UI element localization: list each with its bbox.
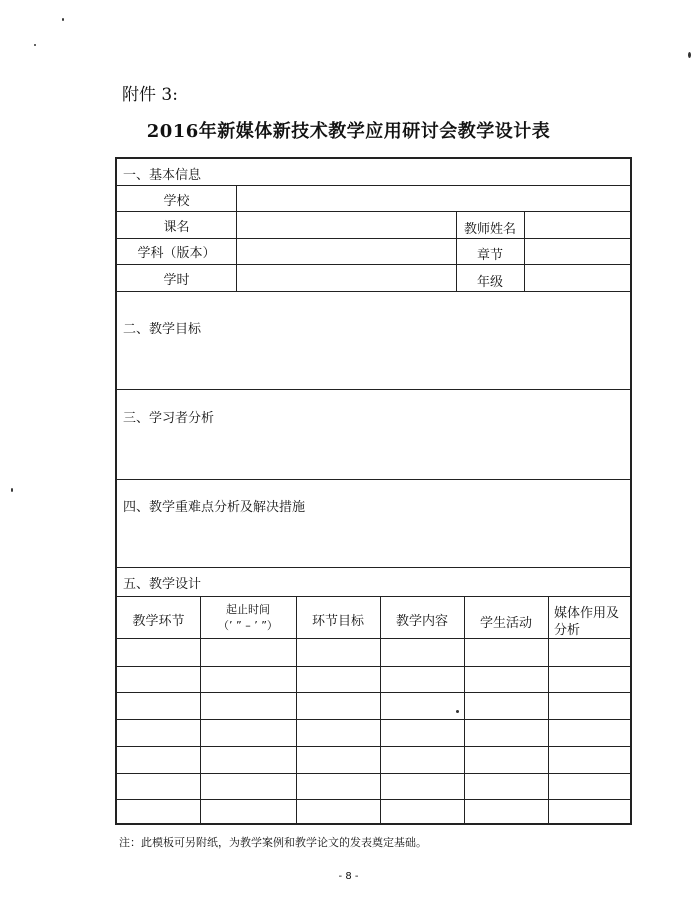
row-divider: [117, 479, 632, 480]
subject-label: 学科（版本）: [137, 246, 216, 261]
col-header-time-format: （’ ” – ’ ”）: [218, 619, 278, 632]
page-number: - 8 -: [338, 871, 359, 882]
col-header-activity: 学生活动: [479, 616, 532, 631]
teaching-design-form: [115, 157, 632, 825]
col-divider: [236, 185, 237, 291]
scan-speck: [11, 488, 13, 492]
grade-label: 年级: [476, 275, 503, 290]
row-divider: [117, 596, 632, 597]
scan-speck: [456, 710, 459, 713]
section-learner-analysis: 三、学习者分析: [123, 411, 215, 426]
row-divider: [117, 692, 632, 693]
row-divider: [117, 211, 632, 212]
section-basic-info: 一、基本信息: [123, 168, 202, 183]
scan-speck: [688, 52, 691, 58]
page-title: 2016年新媒体新技术教学应用研讨会教学设计表: [146, 121, 551, 142]
row-divider: [117, 264, 632, 265]
chapter-label: 章节: [476, 248, 503, 263]
footnote: 注：此模板可另附纸，为教学案例和教学论文的发表奠定基础。: [119, 836, 427, 849]
section-design: 五、教学设计: [123, 577, 202, 592]
section-objectives: 二、教学目标: [123, 322, 202, 337]
hours-label: 学时: [163, 273, 190, 288]
col-header-content: 教学内容: [395, 614, 448, 629]
teacher-name-label: 教师姓名: [463, 222, 516, 237]
row-divider: [117, 567, 632, 568]
col-header-media-line2: 分析: [554, 623, 581, 638]
col-header-time-title: 起止时间: [226, 603, 270, 616]
row-divider: [117, 185, 632, 186]
col-header-stage: 教学环节: [132, 614, 185, 629]
row-divider: [117, 773, 632, 774]
row-divider: [117, 238, 632, 239]
row-divider: [117, 291, 632, 292]
row-divider: [117, 638, 632, 639]
row-divider: [117, 746, 632, 747]
row-divider: [117, 666, 632, 667]
scan-speck: [62, 18, 64, 21]
col-divider: [524, 211, 525, 291]
row-divider: [117, 719, 632, 720]
row-divider: [117, 389, 632, 390]
col-divider: [548, 596, 549, 825]
col-header-goal: 环节目标: [311, 614, 364, 629]
scan-speck: [34, 44, 36, 46]
attachment-label: 附件 3:: [122, 85, 178, 105]
course-label: 课名: [163, 220, 190, 235]
row-divider: [117, 799, 632, 800]
col-header-media-line1: 媒体作用及: [554, 606, 620, 621]
col-divider: [296, 596, 297, 825]
section-key-points: 四、教学重难点分析及解决措施: [123, 500, 306, 515]
school-label: 学校: [163, 194, 190, 209]
col-divider: [380, 596, 381, 825]
